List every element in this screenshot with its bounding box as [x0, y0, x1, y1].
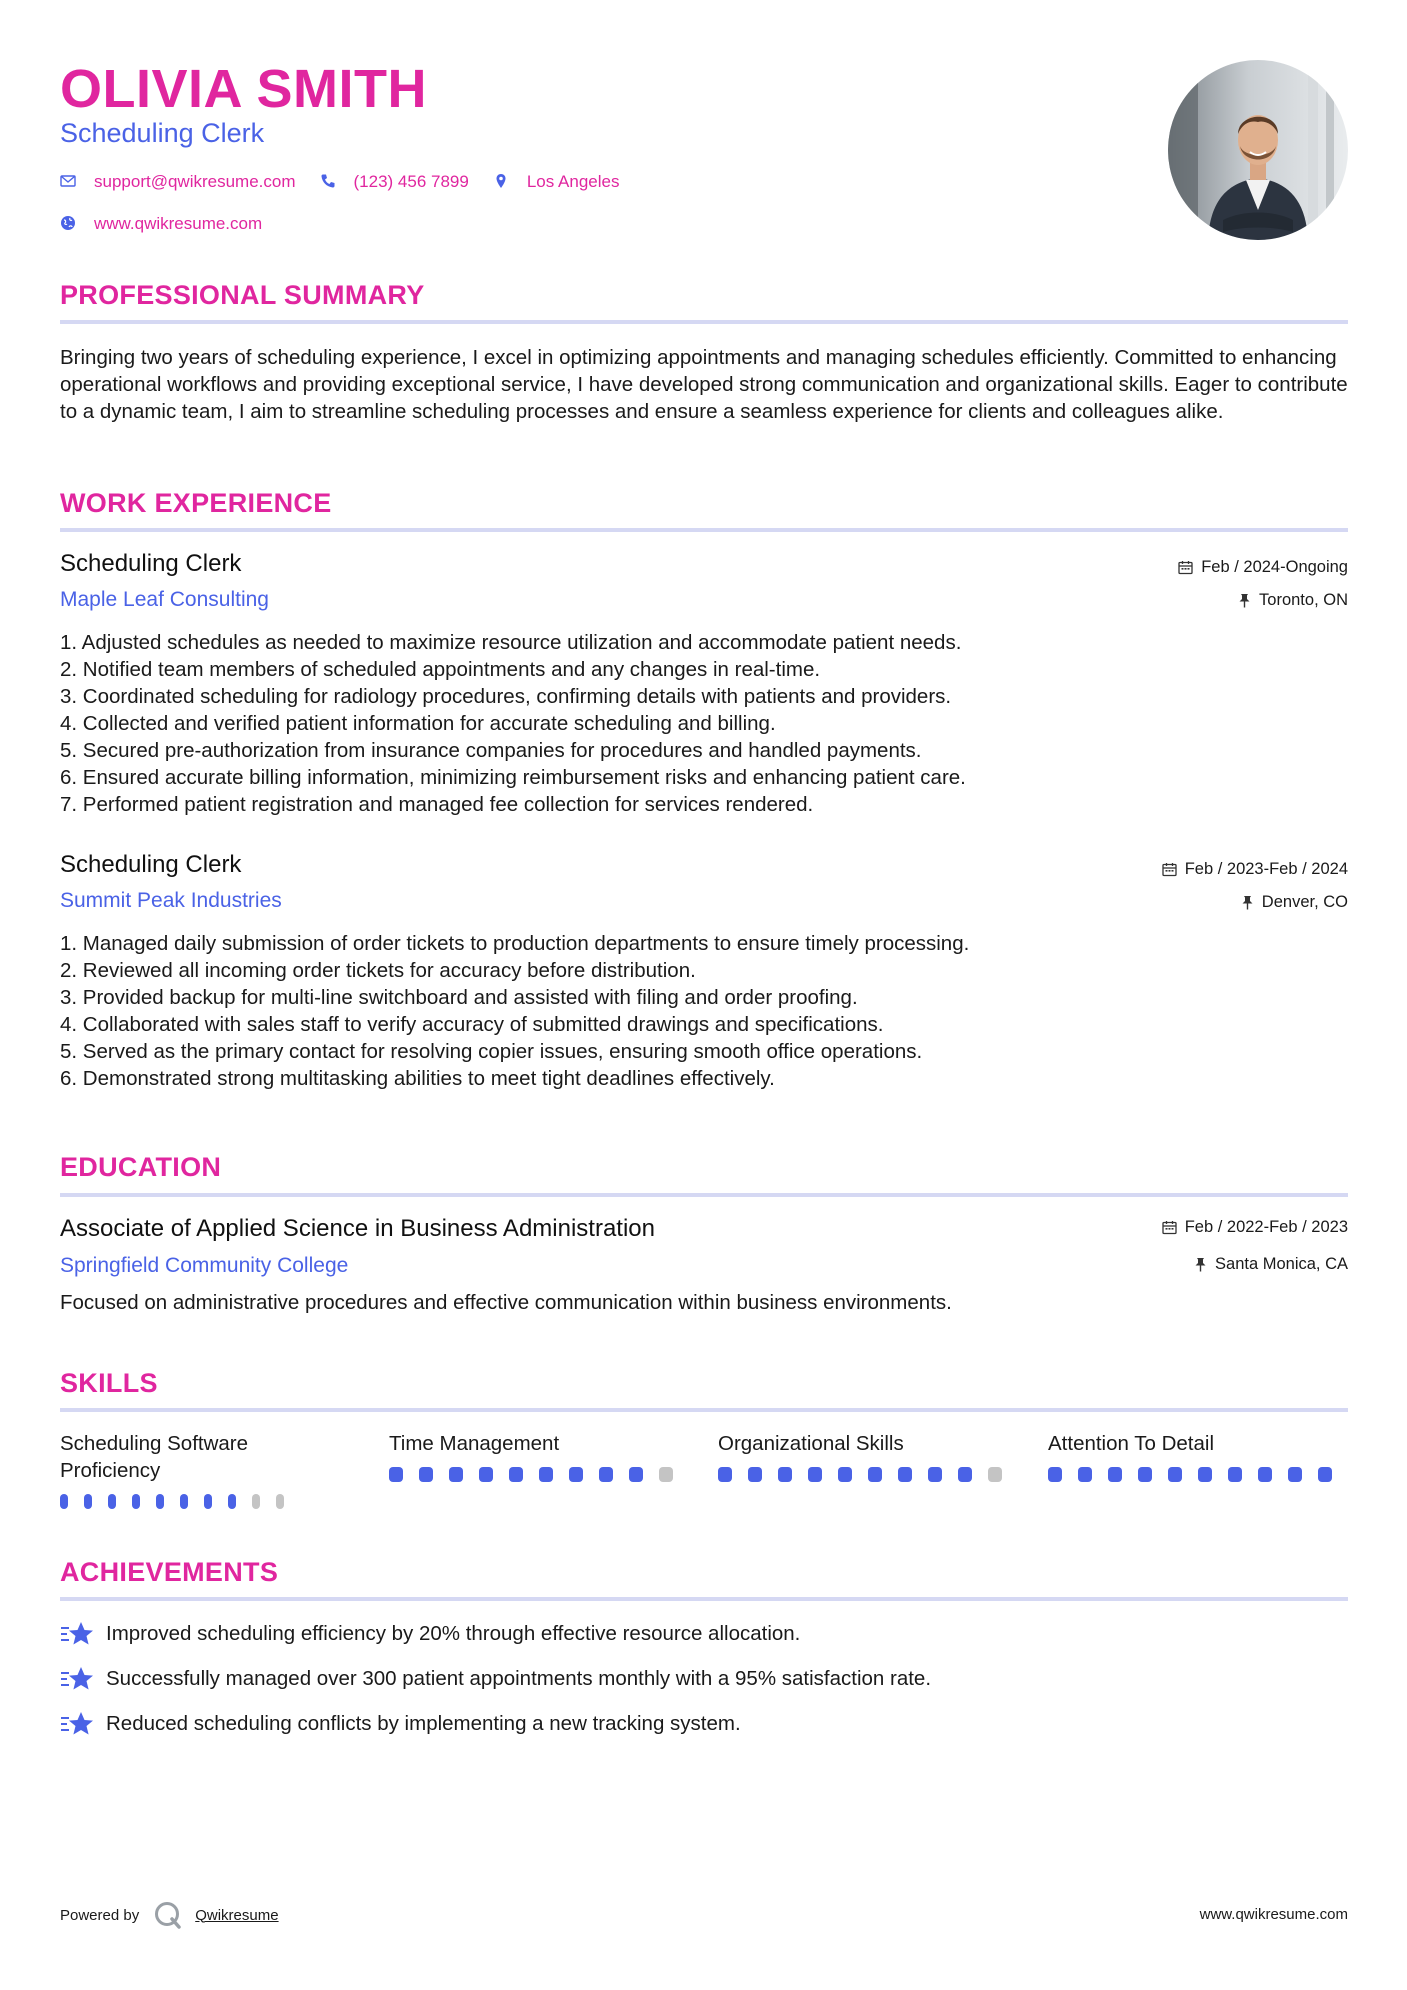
- job-dates-text: Feb / 2024-Ongoing: [1201, 558, 1348, 576]
- pushpin-icon: [1238, 593, 1251, 608]
- rating-dot-filled: [808, 1467, 822, 1482]
- job-dates: [1162, 860, 1348, 879]
- pushpin-icon: [1241, 895, 1254, 910]
- rating-dot-filled: [204, 1494, 212, 1509]
- section-divider: [60, 320, 1348, 324]
- education-description: Focused on administrative procedures and effective communication within business environments.: [60, 1291, 952, 1314]
- rating-dot-filled: [838, 1467, 852, 1482]
- website-link[interactable]: www.qwikresume.com: [94, 214, 263, 233]
- star-badge-icon: [60, 1710, 94, 1738]
- company-name: Maple Leaf Consulting: [60, 588, 269, 611]
- section-divider: [60, 1193, 1348, 1197]
- calendar-icon: [1162, 862, 1177, 877]
- star-badge-icon: [60, 1620, 94, 1648]
- rating-dot-filled: [629, 1467, 643, 1482]
- rating-dot-filled: [718, 1467, 732, 1482]
- job-bullets: [60, 930, 969, 1092]
- list-item: 1. Adjusted schedules as needed to maximize resource utilization and accommodate patient needs.: [60, 631, 962, 654]
- achievement-item: [60, 1665, 931, 1693]
- section-divider: [60, 1597, 1348, 1601]
- rating-dot-filled: [1288, 1467, 1302, 1482]
- rating-dot-filled: [1048, 1467, 1062, 1482]
- rating-dot-filled: [1078, 1467, 1092, 1482]
- envelope-icon: [60, 173, 78, 191]
- education-location: [1194, 1255, 1348, 1274]
- summary-heading: PROFESSIONAL SUMMARY: [60, 280, 425, 310]
- education-dates: [1162, 1218, 1348, 1237]
- job-location-text: Toronto, ON: [1259, 591, 1348, 609]
- list-item: 4. Collaborated with sales staff to verify accuracy of submitted drawings and specifications.: [60, 1013, 884, 1036]
- degree-title: Associate of Applied Science in Business Administration: [60, 1215, 655, 1242]
- rating-dot-filled: [599, 1467, 613, 1482]
- profile-photo: [1168, 60, 1348, 240]
- education-dates-text: Feb / 2022-Feb / 2023: [1184, 1218, 1348, 1236]
- summary-text: Bringing two years of scheduling experience, I excel in optimizing appointments and managing schedules efficiently. Committed to enhancing operational workflows and providing exceptional service, I have developed strong communication and organizational skills. Eager to contribute to a dynamic team, I aim to streamline scheduling processes and ensure a seamless experience for clients and colleagues alike.: [60, 346, 1348, 423]
- achievement-text: Improved scheduling efficiency by 20% through effective resource allocation.: [106, 1622, 801, 1645]
- rating-dot-filled: [60, 1494, 68, 1509]
- achievements-heading: ACHIEVEMENTS: [60, 1557, 279, 1587]
- rating-dot-filled: [1198, 1467, 1212, 1482]
- job-location: [1241, 893, 1348, 912]
- rating-dot-filled: [748, 1467, 762, 1482]
- skill-name: Scheduling Software Proficiency: [60, 1432, 249, 1482]
- rating-dot-filled: [868, 1467, 882, 1482]
- footer-website[interactable]: www.qwikresume.com: [1199, 1906, 1348, 1923]
- section-divider: [60, 1408, 1348, 1412]
- rating-dot-filled: [108, 1494, 116, 1509]
- company-name: Summit Peak Industries: [60, 889, 282, 912]
- rating-dot-filled: [1138, 1467, 1152, 1482]
- calendar-icon: [1178, 560, 1193, 575]
- qwikresume-logo-icon: [153, 1900, 183, 1930]
- phone-icon: [320, 173, 338, 191]
- calendar-icon: [1162, 1220, 1177, 1235]
- skill-rating: [60, 1494, 300, 1509]
- skill-item: [718, 1430, 1018, 1482]
- list-item: 3. Coordinated scheduling for radiology procedures, confirming details with patients and providers.: [60, 685, 952, 708]
- rating-dot-filled: [539, 1467, 553, 1482]
- achievement-item: [60, 1710, 741, 1738]
- rating-dot-filled: [509, 1467, 523, 1482]
- rating-dot-empty: [988, 1467, 1002, 1482]
- list-item: 7. Performed patient registration and managed fee collection for services rendered.: [60, 793, 814, 816]
- contact-row: [60, 172, 643, 192]
- skill-rating: [718, 1467, 1018, 1482]
- achievement-item: [60, 1620, 800, 1648]
- rating-dot-filled: [1228, 1467, 1242, 1482]
- list-item: 4. Collected and verified patient information for accurate scheduling and billing.: [60, 712, 776, 735]
- rating-dot-filled: [1318, 1467, 1332, 1482]
- education-location-text: Santa Monica, CA: [1215, 1255, 1348, 1273]
- job-location: [1238, 591, 1348, 610]
- globe-icon: [60, 215, 78, 233]
- achievement-text: Reduced scheduling conflicts by implementing a new tracking system.: [106, 1712, 741, 1735]
- rating-dot-empty: [252, 1494, 260, 1509]
- rating-dot-empty: [659, 1467, 673, 1482]
- skill-rating: [389, 1467, 689, 1482]
- list-item: 6. Ensured accurate billing information, minimizing reimbursement risks and enhancing patient care.: [60, 766, 966, 789]
- phone-number[interactable]: (123) 456 7899: [353, 172, 469, 191]
- map-pin-icon: [493, 173, 511, 191]
- list-item: 5. Secured pre-authorization from insurance companies for procedures and handled payments.: [60, 739, 922, 762]
- star-badge-icon: [60, 1665, 94, 1693]
- candidate-title: Scheduling Clerk: [60, 118, 265, 148]
- skill-rating: [1048, 1467, 1348, 1482]
- list-item: 2. Reviewed all incoming order tickets for accuracy before distribution.: [60, 959, 696, 982]
- location-text: Los Angeles: [526, 172, 620, 191]
- website-row: [60, 214, 286, 234]
- job-location-text: Denver, CO: [1261, 893, 1348, 911]
- achievement-text: Successfully managed over 300 patient appointments monthly with a 95% satisfaction rate.: [106, 1667, 932, 1690]
- rating-dot-filled: [1108, 1467, 1122, 1482]
- job-dates-text: Feb / 2023-Feb / 2024: [1184, 860, 1348, 878]
- list-item: 3. Provided backup for multi-line switchboard and assisted with filing and order proofing.: [60, 986, 858, 1009]
- rating-dot-empty: [276, 1494, 284, 1509]
- rating-dot-filled: [419, 1467, 433, 1482]
- job-title: Scheduling Clerk: [60, 851, 242, 878]
- powered-by-label: Powered by: [60, 1906, 140, 1924]
- experience-heading: WORK EXPERIENCE: [60, 488, 332, 518]
- education-heading: EDUCATION: [60, 1152, 222, 1182]
- rating-dot-filled: [928, 1467, 942, 1482]
- job-bullets: [60, 629, 966, 818]
- rating-dot-filled: [156, 1494, 164, 1509]
- skill-item: [1048, 1430, 1348, 1482]
- list-item: 5. Served as the primary contact for resolving copier issues, ensuring smooth office operations.: [60, 1040, 923, 1063]
- email-link[interactable]: support@qwikresume.com: [94, 172, 296, 191]
- skill-item: [389, 1430, 689, 1482]
- skill-name: Time Management: [389, 1432, 560, 1455]
- candidate-name: OLIVIA SMITH: [60, 59, 427, 119]
- section-divider: [60, 528, 1348, 532]
- rating-dot-filled: [84, 1494, 92, 1509]
- rating-dot-filled: [389, 1467, 403, 1482]
- pushpin-icon: [1194, 1257, 1207, 1272]
- skill-name: Attention To Detail: [1048, 1432, 1215, 1455]
- list-item: 2. Notified team members of scheduled appointments and any changes in real-time.: [60, 658, 821, 681]
- rating-dot-filled: [449, 1467, 463, 1482]
- job-dates: [1178, 558, 1348, 577]
- job-title: Scheduling Clerk: [60, 550, 242, 577]
- rating-dot-filled: [898, 1467, 912, 1482]
- rating-dot-filled: [958, 1467, 972, 1482]
- skill-name: Organizational Skills: [718, 1432, 904, 1455]
- rating-dot-filled: [228, 1494, 236, 1509]
- rating-dot-filled: [569, 1467, 583, 1482]
- rating-dot-filled: [778, 1467, 792, 1482]
- rating-dot-filled: [1258, 1467, 1272, 1482]
- rating-dot-filled: [479, 1467, 493, 1482]
- list-item: 6. Demonstrated strong multitasking abilities to meet tight deadlines effectively.: [60, 1067, 775, 1090]
- list-item: 1. Managed daily submission of order tickets to production departments to ensure timely processing.: [60, 932, 970, 955]
- skills-heading: SKILLS: [60, 1368, 158, 1398]
- skill-item: [60, 1430, 300, 1509]
- qwikresume-link[interactable]: Qwikresume: [195, 1906, 279, 1924]
- rating-dot-filled: [132, 1494, 140, 1509]
- footer-powered-by: [60, 1900, 279, 1930]
- rating-dot-filled: [1168, 1467, 1182, 1482]
- school-name: Springfield Community College: [60, 1254, 349, 1277]
- rating-dot-filled: [180, 1494, 188, 1509]
